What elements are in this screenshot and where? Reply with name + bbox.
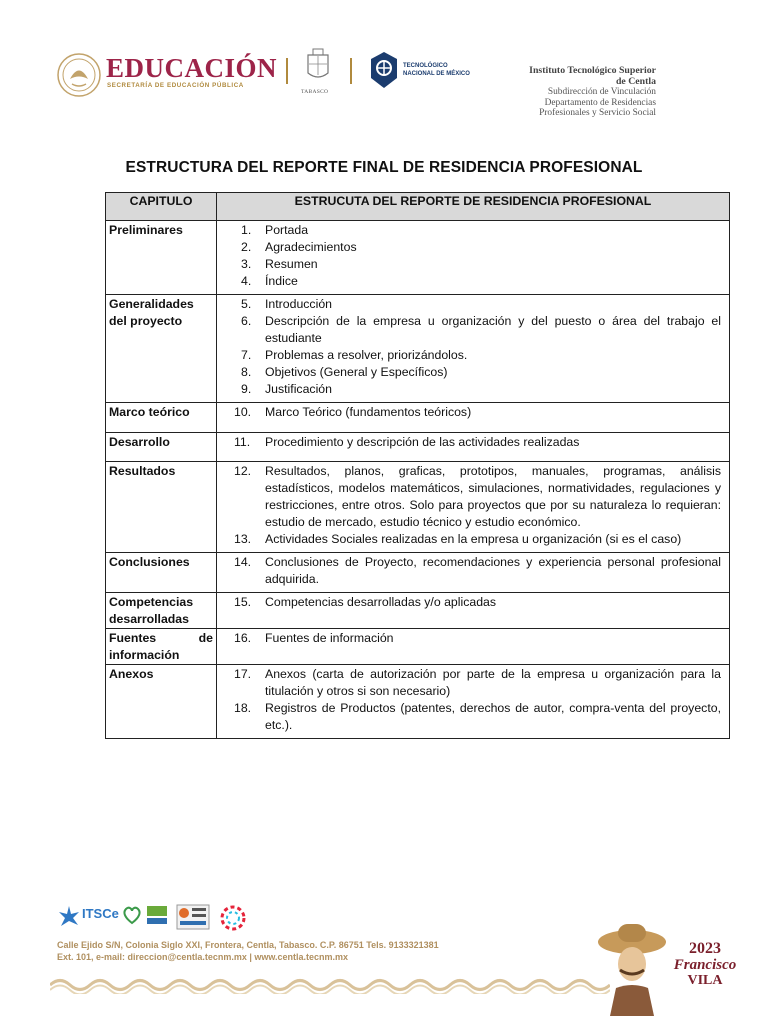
item-text: Fuentes de información	[265, 631, 394, 645]
tecnm-line2: NACIONAL DE MÉXICO	[403, 71, 470, 77]
item-text: Procedimiento y descripción de las actividades realizadas	[265, 435, 580, 449]
table-row	[106, 629, 730, 665]
item-text: Resultados, planos, graficas, prototipos, manuales, programas, análisis estadísticos, modelos matemáticos, simulaciones, normatividades, regulaciones y restricciones, entre otros. Solo para proyectos que por su naturaleza lo requieran: estudio de mercado, estudio técnico y estudio económico.	[265, 464, 721, 529]
item-number: 11.	[234, 435, 251, 449]
item-text: Competencias desarrolladas y/o aplicadas	[265, 595, 497, 609]
chapter-cell: Conclusiones	[106, 553, 217, 593]
table-row	[106, 295, 730, 403]
vila-name-2: VILA	[687, 973, 723, 988]
item-text: Agradecimientos	[265, 240, 357, 254]
institute-campus: de Centla	[615, 75, 656, 87]
list-item	[217, 463, 721, 531]
vila-year: 2023	[689, 940, 721, 957]
items-cell	[217, 462, 730, 553]
heart-logo-icon	[121, 904, 143, 926]
list-item	[217, 273, 721, 290]
list-item	[217, 630, 721, 647]
table-row	[106, 433, 730, 462]
chapter-cell: Anexos	[106, 665, 217, 739]
table-header-row	[106, 193, 730, 221]
mexico-seal-icon	[56, 52, 102, 98]
list-item	[217, 296, 721, 313]
item-text: Descripción de la empresa u organización y del puesto o área del trabajo el estudiante	[265, 314, 721, 345]
list-item	[217, 554, 721, 588]
item-number: 9.	[241, 382, 252, 396]
header-divider	[286, 58, 288, 84]
footer-address: Calle Ejido S/N, Colonia Siglo XXI, Frontera, Centla, Tabasco. C.P. 86751 Tels. 9133321381	[57, 940, 439, 950]
institute-department: Departamento de Residencias	[544, 97, 656, 108]
list-item	[217, 594, 721, 611]
ods-wheel-icon	[219, 904, 247, 932]
table-row	[106, 593, 730, 629]
item-number: 15.	[234, 595, 252, 609]
table-row	[106, 462, 730, 553]
items-cell	[217, 433, 730, 462]
item-number: 18.	[234, 701, 252, 715]
item-number: 16.	[234, 631, 252, 645]
item-number: 2.	[241, 240, 252, 254]
item-number: 7.	[241, 348, 252, 362]
list-item	[217, 364, 721, 381]
francisco-villa-portrait-icon	[596, 920, 668, 1016]
chapter-cell: Generalidades del proyecto	[106, 295, 217, 403]
table-row	[106, 403, 730, 433]
list-item	[217, 666, 721, 700]
item-text: Conclusiones de Proyecto, recomendaciones y experiencia personal profesional adquirida.	[265, 555, 721, 586]
item-number: 1.	[241, 223, 252, 237]
item-number: 8.	[241, 365, 252, 379]
institute-name: Instituto Tecnológico Superior	[529, 65, 656, 76]
badge-logo-icon	[176, 904, 210, 930]
vila-name-1: Francisco	[673, 957, 737, 973]
item-text: Registros de Productos (patentes, derechos de autor, compra-venta del proyecto, etc.).	[265, 701, 721, 732]
list-item	[217, 256, 721, 273]
table-row	[106, 221, 730, 295]
list-item	[217, 700, 721, 734]
column-header-structure: ESTRUCUTA DEL REPORTE DE RESIDENCIA PROFESIONAL	[217, 193, 730, 221]
item-number: 4.	[241, 274, 252, 288]
itsce-label: ITSCe	[82, 906, 119, 921]
document-title: ESTRUCTURA DEL REPORTE FINAL DE RESIDENCIA PROFESIONAL	[125, 159, 643, 176]
item-text: Actividades Sociales realizadas en la empresa u organización (si es el caso)	[265, 532, 682, 546]
list-item	[217, 404, 721, 421]
list-item	[217, 381, 721, 398]
item-number: 10.	[234, 405, 252, 419]
plantel-logo-icon	[145, 904, 169, 930]
table-row	[106, 665, 730, 739]
column-header-chapter: CAPITULO	[106, 193, 217, 221]
item-text: Índice	[265, 274, 298, 288]
list-item	[217, 239, 721, 256]
table-row	[106, 553, 730, 593]
items-cell	[217, 665, 730, 739]
items-cell	[217, 629, 730, 665]
list-item	[217, 222, 721, 239]
page-header	[0, 0, 768, 140]
item-text: Introducción	[265, 297, 332, 311]
institute-subdirection: Subdirección de Vinculación	[547, 87, 656, 98]
item-text: Problemas a resolver, priorizándolos.	[265, 348, 468, 362]
item-number: 17.	[234, 667, 252, 681]
report-structure-table	[105, 192, 730, 739]
sep-brand: EDUCACIÓN	[106, 53, 278, 83]
item-text: Resumen	[265, 257, 318, 271]
item-text: Justificación	[265, 382, 332, 396]
francisco-villa-wordmark	[660, 940, 750, 988]
item-text: Objetivos (General y Específicos)	[265, 365, 448, 379]
institute-block	[456, 66, 656, 119]
tecnm-line1: TECNOLÓGICO	[403, 63, 448, 69]
list-item	[217, 531, 721, 548]
item-text: Portada	[265, 223, 309, 237]
tecnm-logo-icon	[367, 50, 401, 94]
itsce-logo-icon	[56, 904, 82, 930]
chapter-cell: Preliminares	[106, 221, 217, 295]
tabasco-label: TABASCO	[301, 89, 329, 95]
items-cell	[217, 553, 730, 593]
page-footer	[0, 890, 768, 1024]
list-item	[217, 347, 721, 364]
item-number: 3.	[241, 257, 252, 271]
chapter-cell: Fuentes de información	[106, 629, 217, 665]
institute-department-cont: Profesionales y Servicio Social	[539, 108, 656, 119]
sep-subtitle: SECRETARÍA DE EDUCACIÓN PÚBLICA	[107, 82, 244, 89]
list-item	[217, 434, 721, 451]
item-number: 6.	[241, 314, 252, 328]
item-number: 14.	[234, 555, 252, 569]
items-cell	[217, 221, 730, 295]
chapter-cell: Competencias desarrolladas	[106, 593, 217, 629]
item-number: 13.	[234, 532, 252, 546]
header-divider	[350, 58, 352, 84]
item-number: 5.	[241, 297, 252, 311]
decorative-border	[50, 976, 610, 994]
chapter-cell: Resultados	[106, 462, 217, 553]
items-cell	[217, 593, 730, 629]
item-number: 12.	[234, 464, 252, 478]
list-item	[217, 313, 721, 347]
item-text: Anexos (carta de autorización por parte de la empresa u organización para la titulación y otros si son necesario)	[265, 667, 721, 698]
footer-contact: Ext. 101, e-mail: direccion@centla.tecnm.mx | www.centla.tecnm.mx	[57, 952, 349, 962]
tabasco-coat-of-arms-icon	[305, 47, 331, 87]
chapter-cell: Desarrollo	[106, 433, 217, 462]
item-text: Marco Teórico (fundamentos teóricos)	[265, 405, 472, 419]
chapter-cell: Marco teórico	[106, 403, 217, 433]
items-cell	[217, 295, 730, 403]
items-cell	[217, 403, 730, 433]
